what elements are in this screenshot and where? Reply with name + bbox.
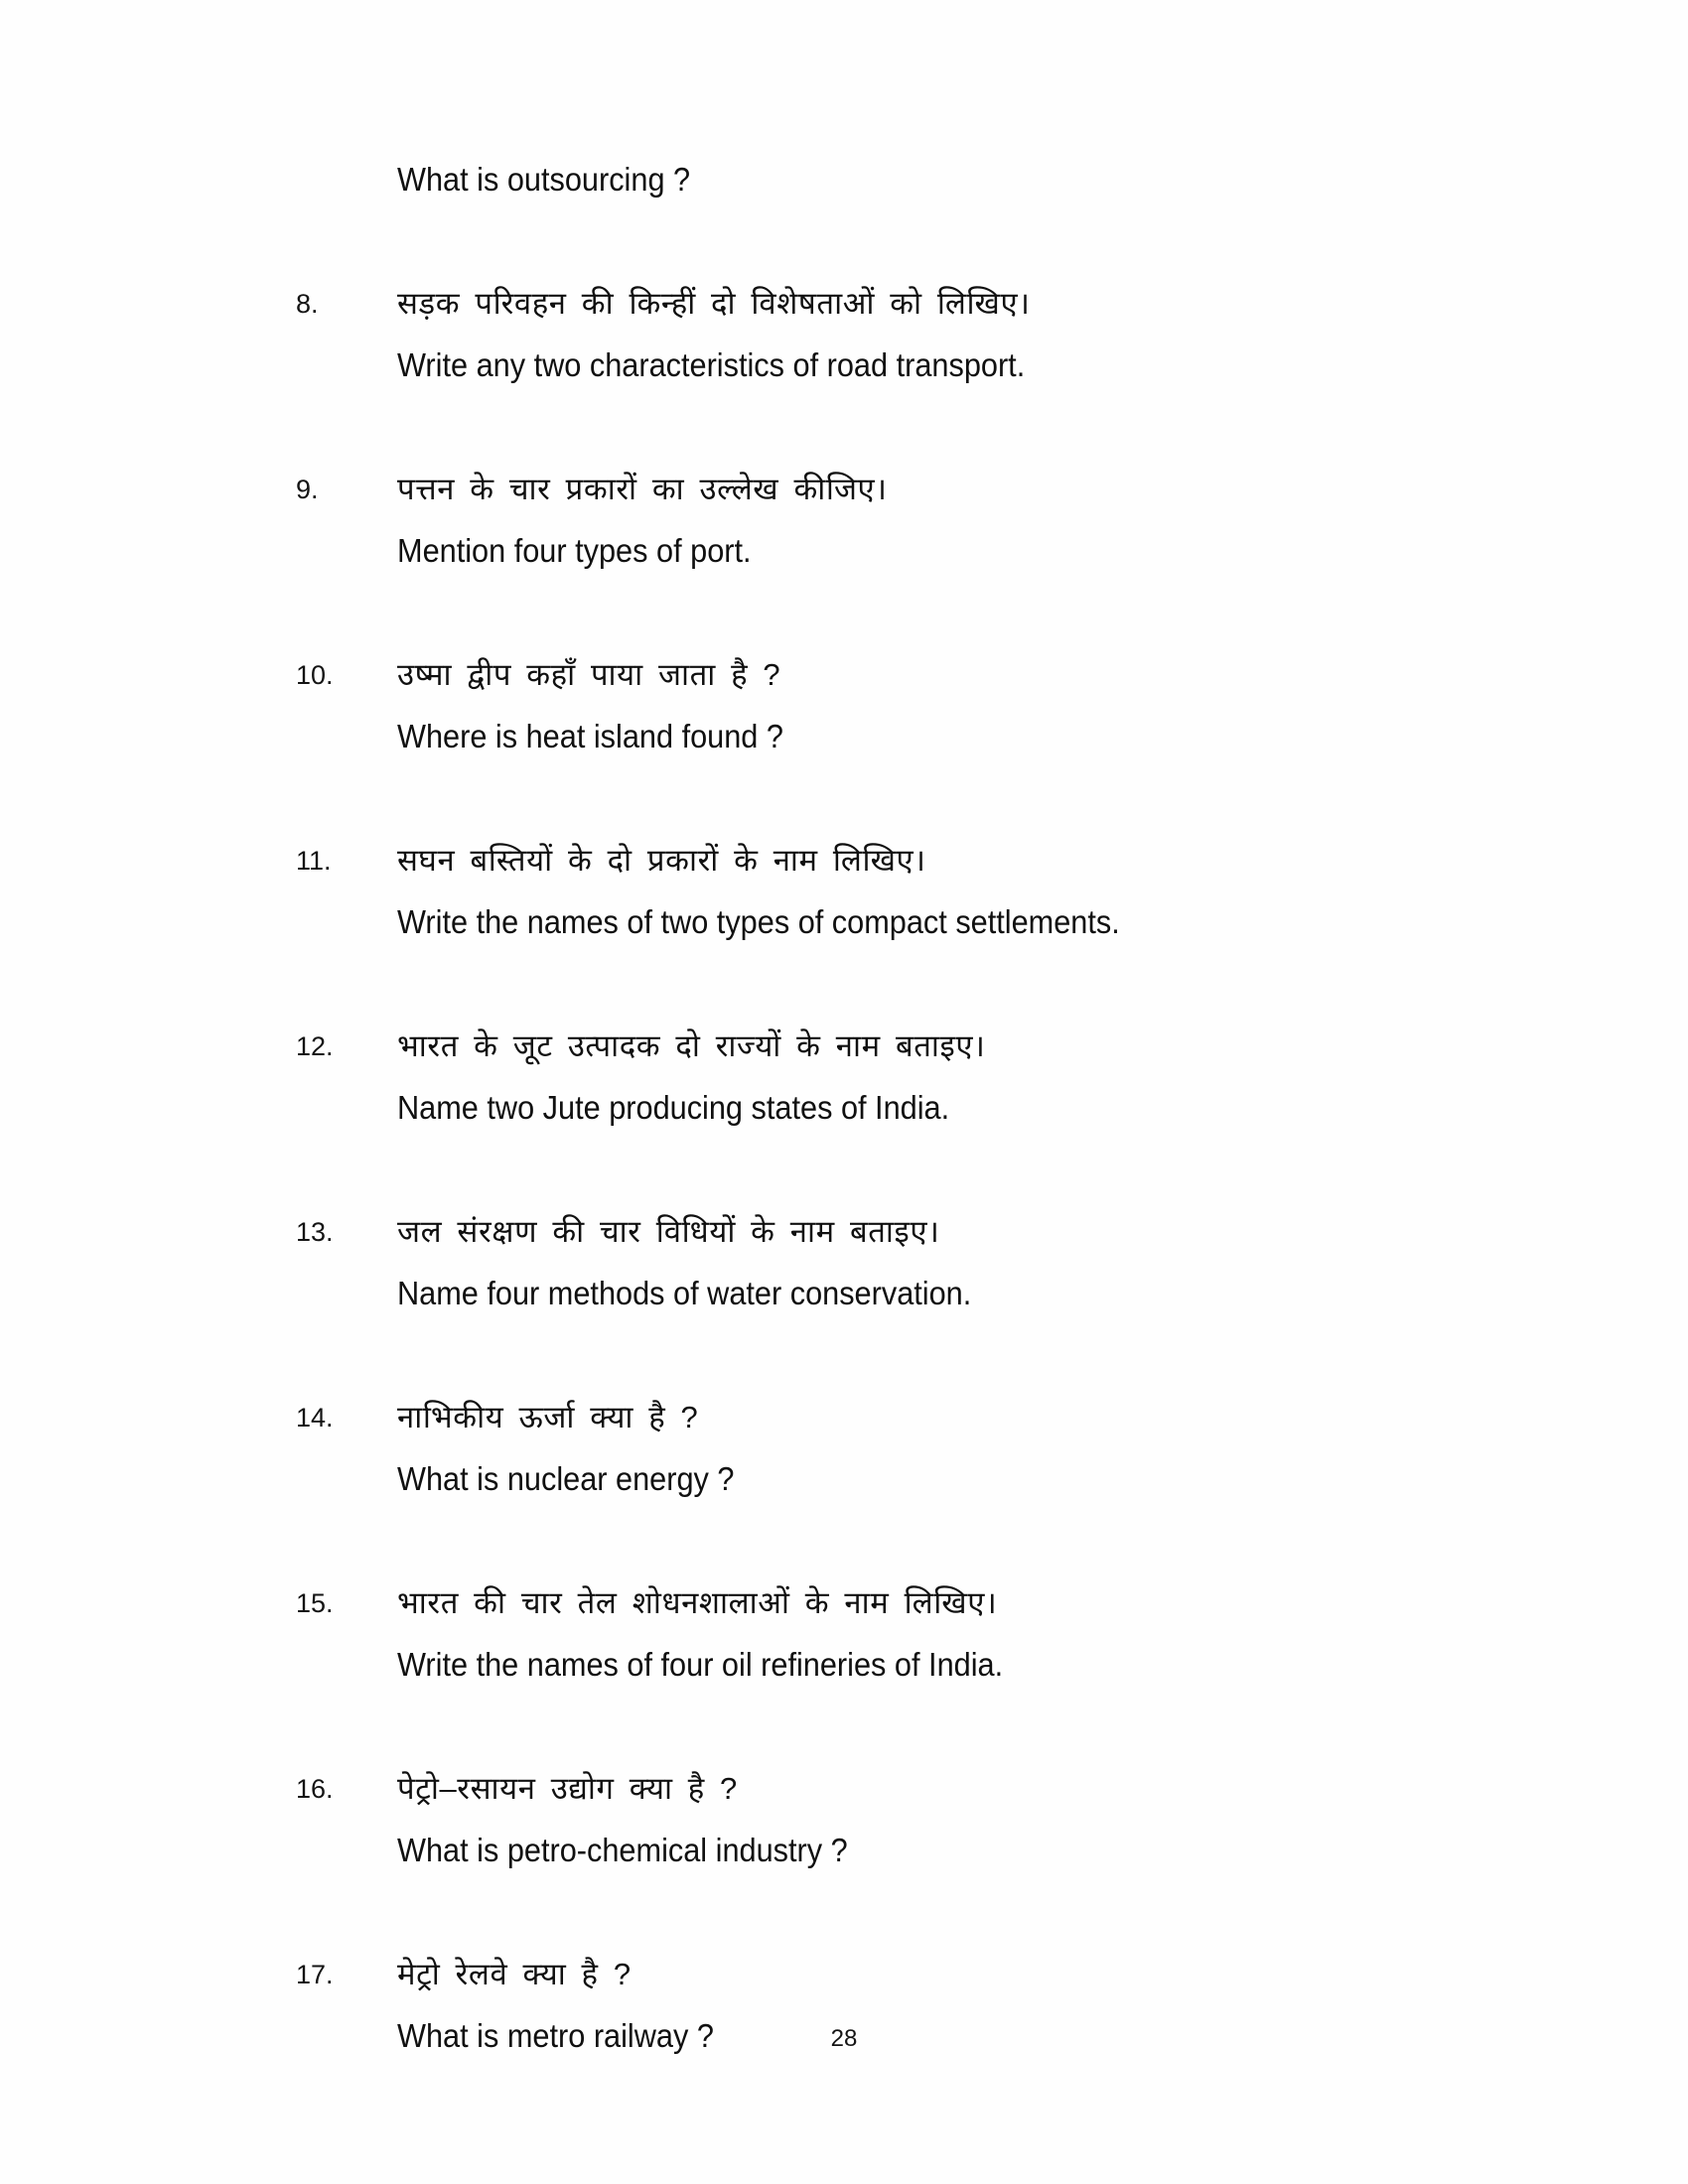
question-number: 15. xyxy=(296,1588,334,1618)
question-text-hindi: सघन बस्तियों के दो प्रकारों के नाम लिखिए। xyxy=(397,843,926,878)
question-text-hindi: मेट्रो रेलवे क्या है ? xyxy=(397,1957,632,1991)
question-block xyxy=(0,1016,1688,1201)
question-block xyxy=(0,1572,1688,1758)
question-text-english: Write the names of four oil refineries of India. xyxy=(397,1646,1004,1683)
question-english-line xyxy=(0,520,1688,582)
question-text-english: Write any two characteristics of road transport. xyxy=(397,346,1026,383)
question-text-english: Where is heat island found ? xyxy=(397,718,783,754)
question-text-english: What is petro-chemical industry ? xyxy=(397,1832,848,1868)
orphan-translation-text: What is outsourcing ? xyxy=(397,161,691,198)
question-number: 17. xyxy=(296,1960,334,1989)
question-hindi-line xyxy=(0,1572,1688,1634)
question-english-line xyxy=(0,1263,1688,1324)
question-hindi-line xyxy=(0,1387,1688,1448)
question-text-english: Write the names of two types of compact settlements. xyxy=(397,903,1120,940)
question-text-hindi: पत्तन के चार प्रकारों का उल्लेख कीजिए। xyxy=(397,472,888,506)
question-english-line xyxy=(0,1820,1688,1881)
question-number: 8. xyxy=(296,289,319,319)
question-text-hindi: सड़क परिवहन की किन्हीं दो विशेषताओं को लिखिए। xyxy=(397,286,1031,321)
question-number: 14. xyxy=(296,1403,334,1433)
question-hindi-line xyxy=(0,644,1688,706)
question-text-english: Name two Jute producing states of India. xyxy=(397,1089,950,1126)
question-english-line xyxy=(0,1077,1688,1139)
question-number: 12. xyxy=(296,1031,334,1061)
question-block xyxy=(0,1201,1688,1387)
question-english-line xyxy=(0,335,1688,396)
question-text-hindi: भारत की चार तेल शोधनशालाओं के नाम लिखिए। xyxy=(397,1585,998,1620)
question-text-hindi: उष्मा द्वीप कहाँ पाया जाता है ? xyxy=(397,657,781,692)
question-hindi-line xyxy=(0,830,1688,891)
question-text-hindi: नाभिकीय ऊर्जा क्या है ? xyxy=(397,1400,699,1434)
question-text-english: What is nuclear energy ? xyxy=(397,1460,735,1497)
question-block xyxy=(0,1758,1688,1944)
question-text-english: Name four methods of water conservation. xyxy=(397,1275,972,1311)
question-text-hindi: पेट्रो–रसायन उद्योग क्या है ? xyxy=(397,1771,738,1806)
question-block xyxy=(0,273,1688,459)
question-hindi-line xyxy=(0,273,1688,335)
orphan-translation-block xyxy=(0,149,1688,273)
question-hindi-line xyxy=(0,459,1688,520)
question-hindi-line xyxy=(0,1758,1688,1820)
question-english-line xyxy=(0,1634,1688,1696)
question-hindi-line xyxy=(0,1016,1688,1077)
question-text-english: Mention four types of port. xyxy=(397,532,752,569)
orphan-translation-line xyxy=(0,149,1688,210)
question-number: 13. xyxy=(296,1217,334,1247)
question-english-line xyxy=(0,1448,1688,1510)
question-english-line xyxy=(0,891,1688,953)
question-number: 11. xyxy=(296,846,332,876)
question-text-english: What is metro railway ? xyxy=(397,2017,714,2054)
question-text-hindi: जल संरक्षण की चार विधियों के नाम बताइए। xyxy=(397,1214,940,1249)
question-block xyxy=(0,644,1688,830)
question-hindi-line xyxy=(0,1201,1688,1263)
question-block xyxy=(0,830,1688,1016)
questions-container xyxy=(0,273,1688,2129)
question-number: 16. xyxy=(296,1774,334,1804)
question-number: 10. xyxy=(296,660,334,690)
question-block xyxy=(0,1387,1688,1572)
question-block xyxy=(0,459,1688,644)
question-text-hindi: भारत के जूट उत्पादक दो राज्यों के नाम बताइए। xyxy=(397,1028,986,1063)
question-english-line xyxy=(0,706,1688,767)
page-number: 28 xyxy=(830,2025,858,2052)
question-hindi-line xyxy=(0,1944,1688,2005)
question-list xyxy=(0,149,1688,2129)
question-number: 9. xyxy=(296,475,319,504)
